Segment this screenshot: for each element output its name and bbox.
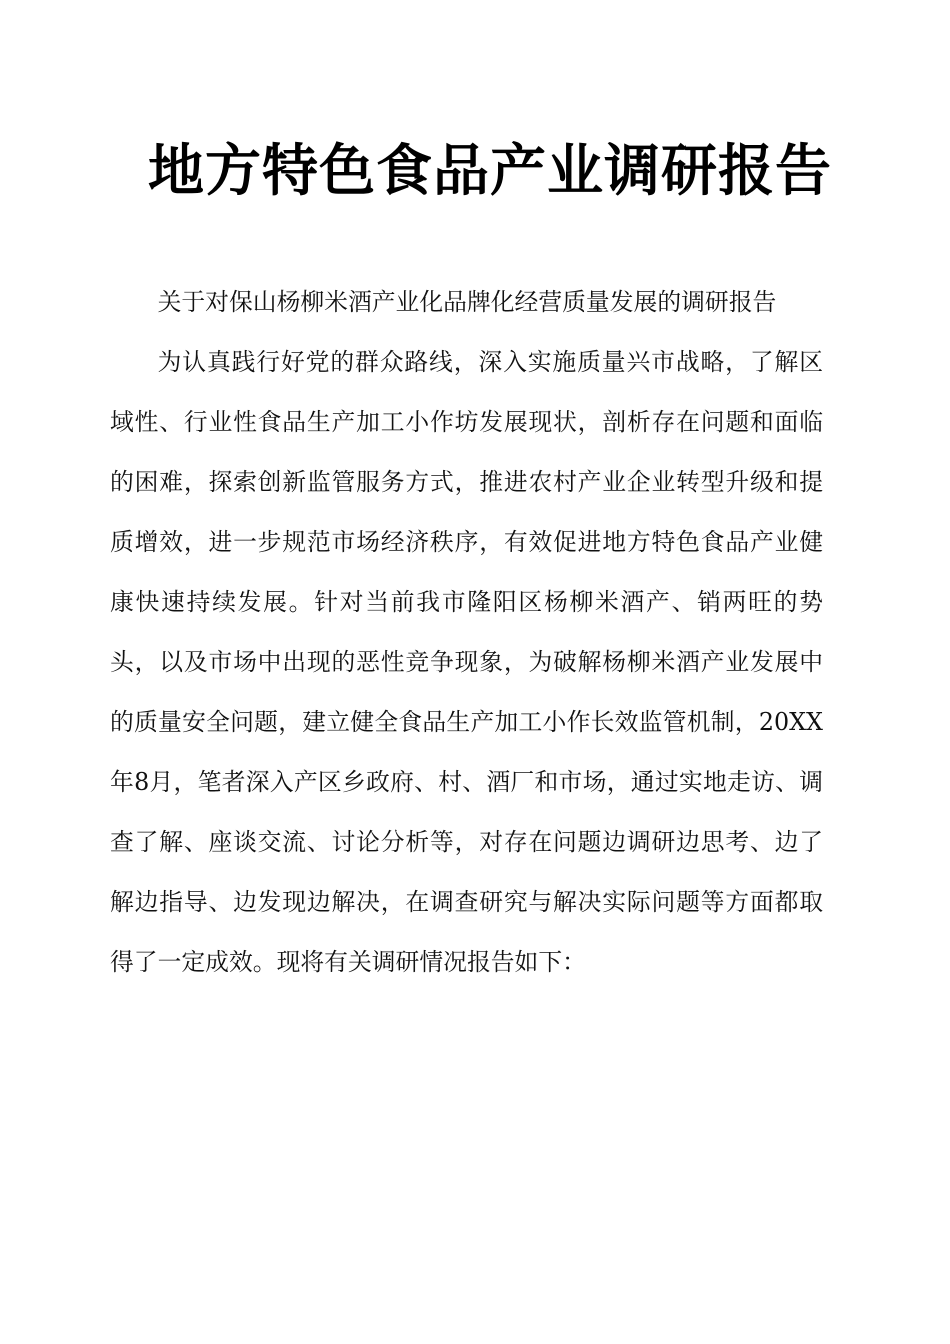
paragraph-subtitle: 关于对保山杨柳米酒产业化品牌化经营质量发展的调研报告 <box>157 288 777 316</box>
paragraph-intro: 为认真践行好党的群众路线，深入实施质量兴市战略，了解区域性、行业性食品生产加工小作坊发展现状，剖析存在问题和面临的困难，探索创新监管服务方式，推进农村产业企业转型升级和提质增效，进一步规范市场经济秩序，有效促进地方特色食品产业健康快速持续发展。针对当前我市隆阳区杨柳米酒产、销两旺的势头，以及市场中出现的恶性竞争现象，为破解杨柳米酒产业发展中的质量安全问题，建立健全食品生产加工小作长效监管机制，20XX年8月，笔者深入产区乡政府、村、酒厂和市场，通过实地走访、调查了解、座谈交流、讨论分析等，对存在问题边调研边思考、边了解边指导、边发现边解决，在调查研究与解决实际问题等方面都取得了一定成效。现将有关调研情况报告如下： <box>110 348 823 976</box>
document-body <box>110 272 823 992</box>
document-title: 地方特色食品产业调研报告 <box>148 139 832 204</box>
